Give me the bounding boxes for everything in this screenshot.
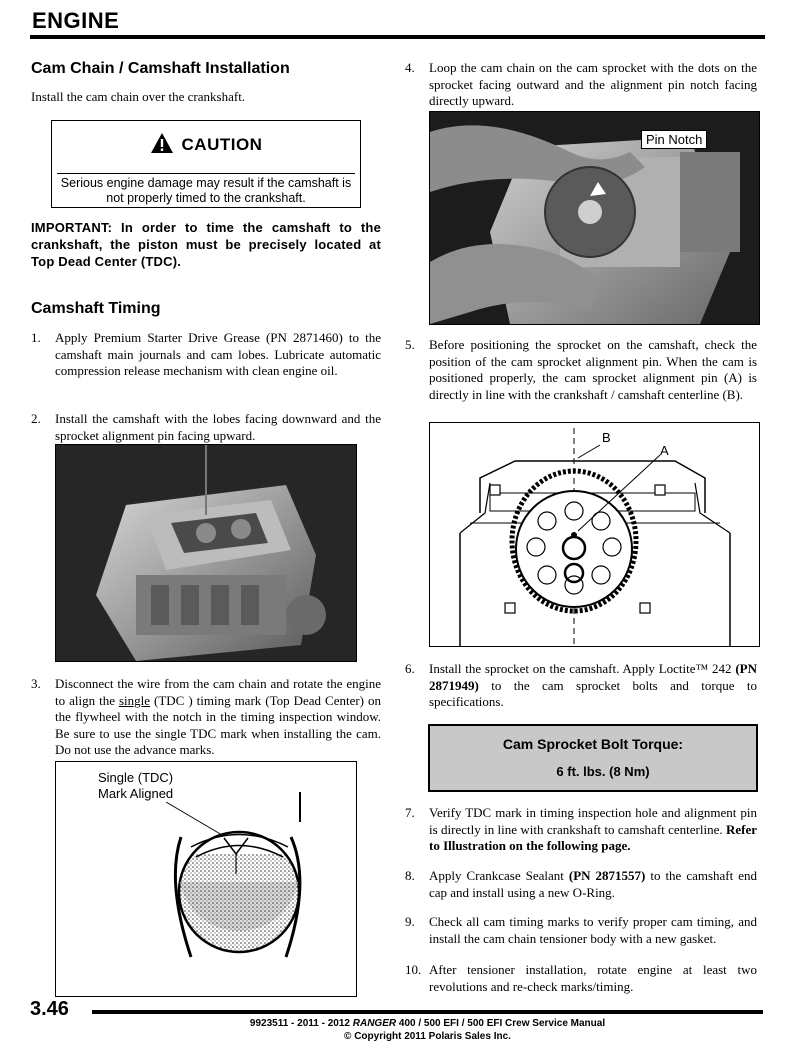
step-text: Install the camshaft with the lobes facing downward and the sprocket alignment pin facing upward. (55, 411, 381, 443)
page-number: 3.46 (30, 998, 69, 1020)
step-number: 4. (405, 60, 415, 75)
step-text: Verify TDC mark in timing inspection hole and alignment pin is directly in line with crankshaft to camshaft centerline. Refer to Illustration on the following page. (429, 805, 757, 853)
step-number: 1. (31, 330, 41, 345)
torque-title: Cam Sprocket Bolt Torque: (502, 736, 684, 752)
step-number: 3. (31, 676, 41, 691)
step-number: 9. (405, 914, 415, 929)
page-header-title: ENGINE (32, 8, 120, 33)
step-9 (405, 914, 757, 947)
step-text: Apply Premium Starter Drive Grease (PN 2871460) to the camshaft main journals and cam lobes. Lubricate automatic compression release mechanism with clean engine oil. (55, 330, 381, 378)
step-text: Before positioning the sprocket on the camshaft, check the position of the cam sprocket alignment pin. When the cam is positioned properly, the cam sprocket alignment pin (A) is directly in line with the crankshaft / camshaft centerline (B). (429, 337, 757, 402)
step-4 (405, 60, 757, 110)
step-6 (405, 661, 757, 711)
step-text: Check all cam timing marks to verify proper cam timing, and install the cam chain tensioner body with a new gasket. (429, 914, 757, 946)
step-8 (405, 868, 757, 901)
step-number: 8. (405, 868, 415, 883)
footer-doc-title: 9923511 - 2011 - 2012 RANGER 400 / 500 EFI / 500 EFI Crew Service Manual (249, 1018, 606, 1029)
section-intro: Install the cam chain over the crankshaft. (31, 89, 246, 104)
tdc-mark-diagram (55, 761, 357, 997)
header-rule (30, 35, 765, 39)
step-7 (405, 805, 757, 855)
tdc-label: Single (TDC) Mark Aligned (98, 770, 174, 801)
footer-copyright: © Copyright 2011 Polaris Sales Inc. (344, 1031, 511, 1042)
label-b: B (602, 430, 611, 445)
step-10 (405, 962, 757, 995)
label-a: A (660, 443, 669, 458)
section-title-camshaft-timing: Camshaft Timing (31, 300, 161, 317)
alignment-diagram (429, 422, 760, 647)
step-2 (31, 411, 381, 444)
section-title-cam-chain: Cam Chain / Camshaft Installation (31, 60, 290, 77)
step-number: 6. (405, 661, 415, 676)
caution-text: Serious engine damage may result if the camshaft is not properly timed to the crankshaft. (57, 173, 355, 206)
important-note: IMPORTANT: In order to time the camshaft to the crankshaft, the piston must be precisely located at Top Dead Center (TDC). (31, 220, 381, 269)
step-number: 5. (405, 337, 415, 352)
torque-spec-box (428, 724, 758, 792)
step-text: Apply Crankcase Sealant (PN 2871557) to the camshaft end cap and install using a new O-Ring. (429, 868, 757, 900)
caution-label: CAUTION (181, 135, 263, 154)
step-number: 10. (405, 962, 422, 977)
step-text: Install the sprocket on the camshaft. Apply Loctite™ 242 (PN 2871949) to the cam sprocket bolts and torque to specifications. (429, 661, 757, 709)
step-text: Disconnect the wire from the cam chain and rotate the engine to align the single (TDC ) timing mark (Top Dead Center) on the flywheel with the notch in the timing inspection window. Be sure to use the single TDC mark when installing the cam. Do not use the advance marks. (55, 676, 381, 757)
step-text: Loop the cam chain on the cam sprocket with the dots on the sprocket facing outward and the alignment pin notch facing directly upward. (429, 60, 757, 108)
pin-notch-photo (429, 111, 760, 325)
footer-rule (92, 1010, 763, 1014)
torque-value: 6 ft. lbs. (8 Nm) (556, 764, 650, 779)
pin-notch-label: Pin Notch (641, 130, 707, 149)
step-number: 7. (405, 805, 415, 820)
step-text: After tensioner installation, rotate engine at least two revolutions and re-check marks/timing. (429, 962, 757, 994)
step-1 (31, 330, 381, 380)
caution-box (51, 120, 361, 208)
step-3 (31, 676, 381, 759)
underlined-single: single (118, 692, 151, 708)
warning-triangle-icon (150, 132, 174, 159)
step-5 (405, 337, 757, 403)
step-number: 2. (31, 411, 41, 426)
camshaft-install-photo (55, 444, 357, 662)
